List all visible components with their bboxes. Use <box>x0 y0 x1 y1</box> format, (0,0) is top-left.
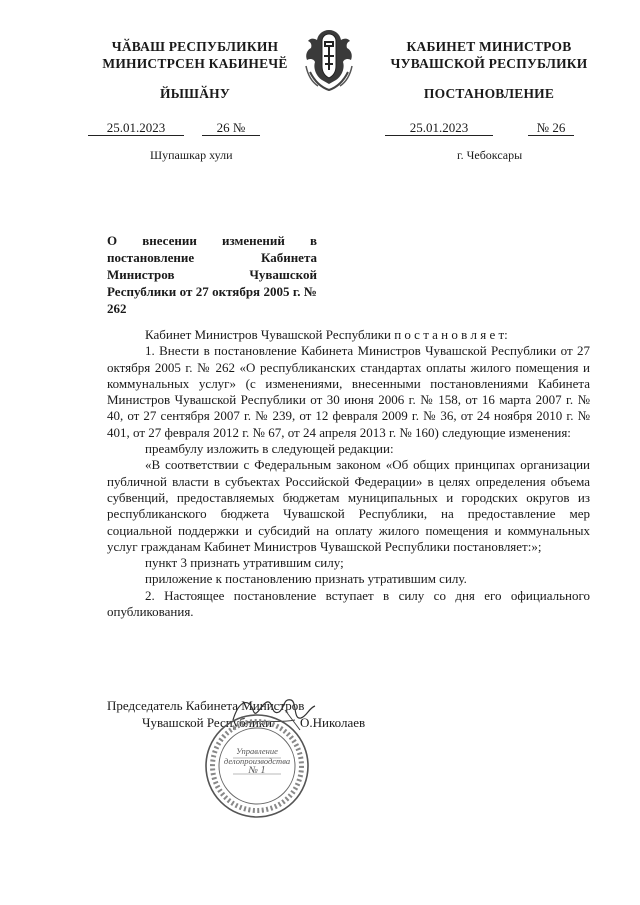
left-number: 26 № <box>202 120 260 136</box>
header-right-line1: КАБИНЕТ МИНИСТРОВ <box>406 39 572 54</box>
header-left-line2: МИНИСТРСЕН КАБИНЕЧӖ <box>102 56 288 71</box>
header-right-doc-type: ПОСТАНОВЛЕНИЕ <box>423 86 555 101</box>
right-place: г. Чебоксары <box>457 148 523 162</box>
signature-title-line1: Председатель Кабинета Министров <box>107 698 305 713</box>
stamp-text-2: делопроизводства <box>223 756 291 766</box>
body-paragraph-5: приложение к постановлению признать утратившим силу. <box>145 571 467 587</box>
header-left-doc-type: ЙЫШӐНУ <box>160 86 230 101</box>
stamp-text-1: Управление <box>236 746 278 756</box>
body-paragraph-1: 1. Внести в постановление Кабинета Министров Чувашской Республики от 27 октября 2005 г. № 262 «О республиканских стандартах оплаты жилого помещения и коммунальных услуг» (с изменениями, внесенными постановлениями Кабинета Министров Чувашской Республики от 30 июня 2006 г. № 158, от 16 марта 2007 г. № 40, от 27 сентября 2007 г. № 239, от 12 февраля 2009 г. № 36, от 24 ноября 2010 г. № 401, от 27 февраля 2012 г. № 67, от 24 апреля 2013 г. № 160) следующие изменения: <box>107 343 590 440</box>
header-left-org <box>95 38 295 72</box>
body-paragraph-2: преамбулу изложить в следующей редакции: <box>145 441 394 457</box>
document-body <box>107 327 590 620</box>
right-number: № 26 <box>528 120 574 136</box>
body-preamble: Кабинет Министров Чувашской Республики п о с т а н о в л я е т: <box>145 327 508 342</box>
signature-title-line2: Чувашской Республики <box>142 715 273 730</box>
signature-name: О.Николаев <box>300 715 366 730</box>
right-date: 25.01.2023 <box>385 120 493 136</box>
stamp-center <box>222 746 292 776</box>
emblem-icon <box>298 26 360 94</box>
header-right-org <box>375 38 603 72</box>
header-right-line2: ЧУВАШСКОЙ РЕСПУБЛИКИ <box>390 56 588 71</box>
body-paragraph-6: 2. Настоящее постановление вступает в силу со дня его официального опубликования. <box>107 587 590 620</box>
body-paragraph-3: «В соответствии с Федеральным законом «Об общих принципах организации публичной власти в субъектах Российской Федерации» в целях определения объема субвенций, предоставляемых бюджетам муниципальных и городских округов из республиканского бюджета Чувашской Республики, на предоставление мер социальной поддержки и субсидий на оплату жилого помещения и коммунальных услуг гражданам Кабинет Министров Чувашской Республики постановляет:»; <box>107 457 590 554</box>
body-paragraph-4: пункт 3 признать утратившим силу; <box>145 555 344 571</box>
left-place: Шупашкар хули <box>150 148 233 162</box>
left-date: 25.01.2023 <box>88 120 184 136</box>
header-left-line1: ЧӐВАШ РЕСПУБЛИКИН <box>111 39 279 54</box>
stamp-number: № 1 <box>248 765 266 776</box>
document-title: О внесении изменений в постановление Кабинета Министров Чувашской Республики от 27 октября 2005 г. № 262 <box>107 233 317 316</box>
